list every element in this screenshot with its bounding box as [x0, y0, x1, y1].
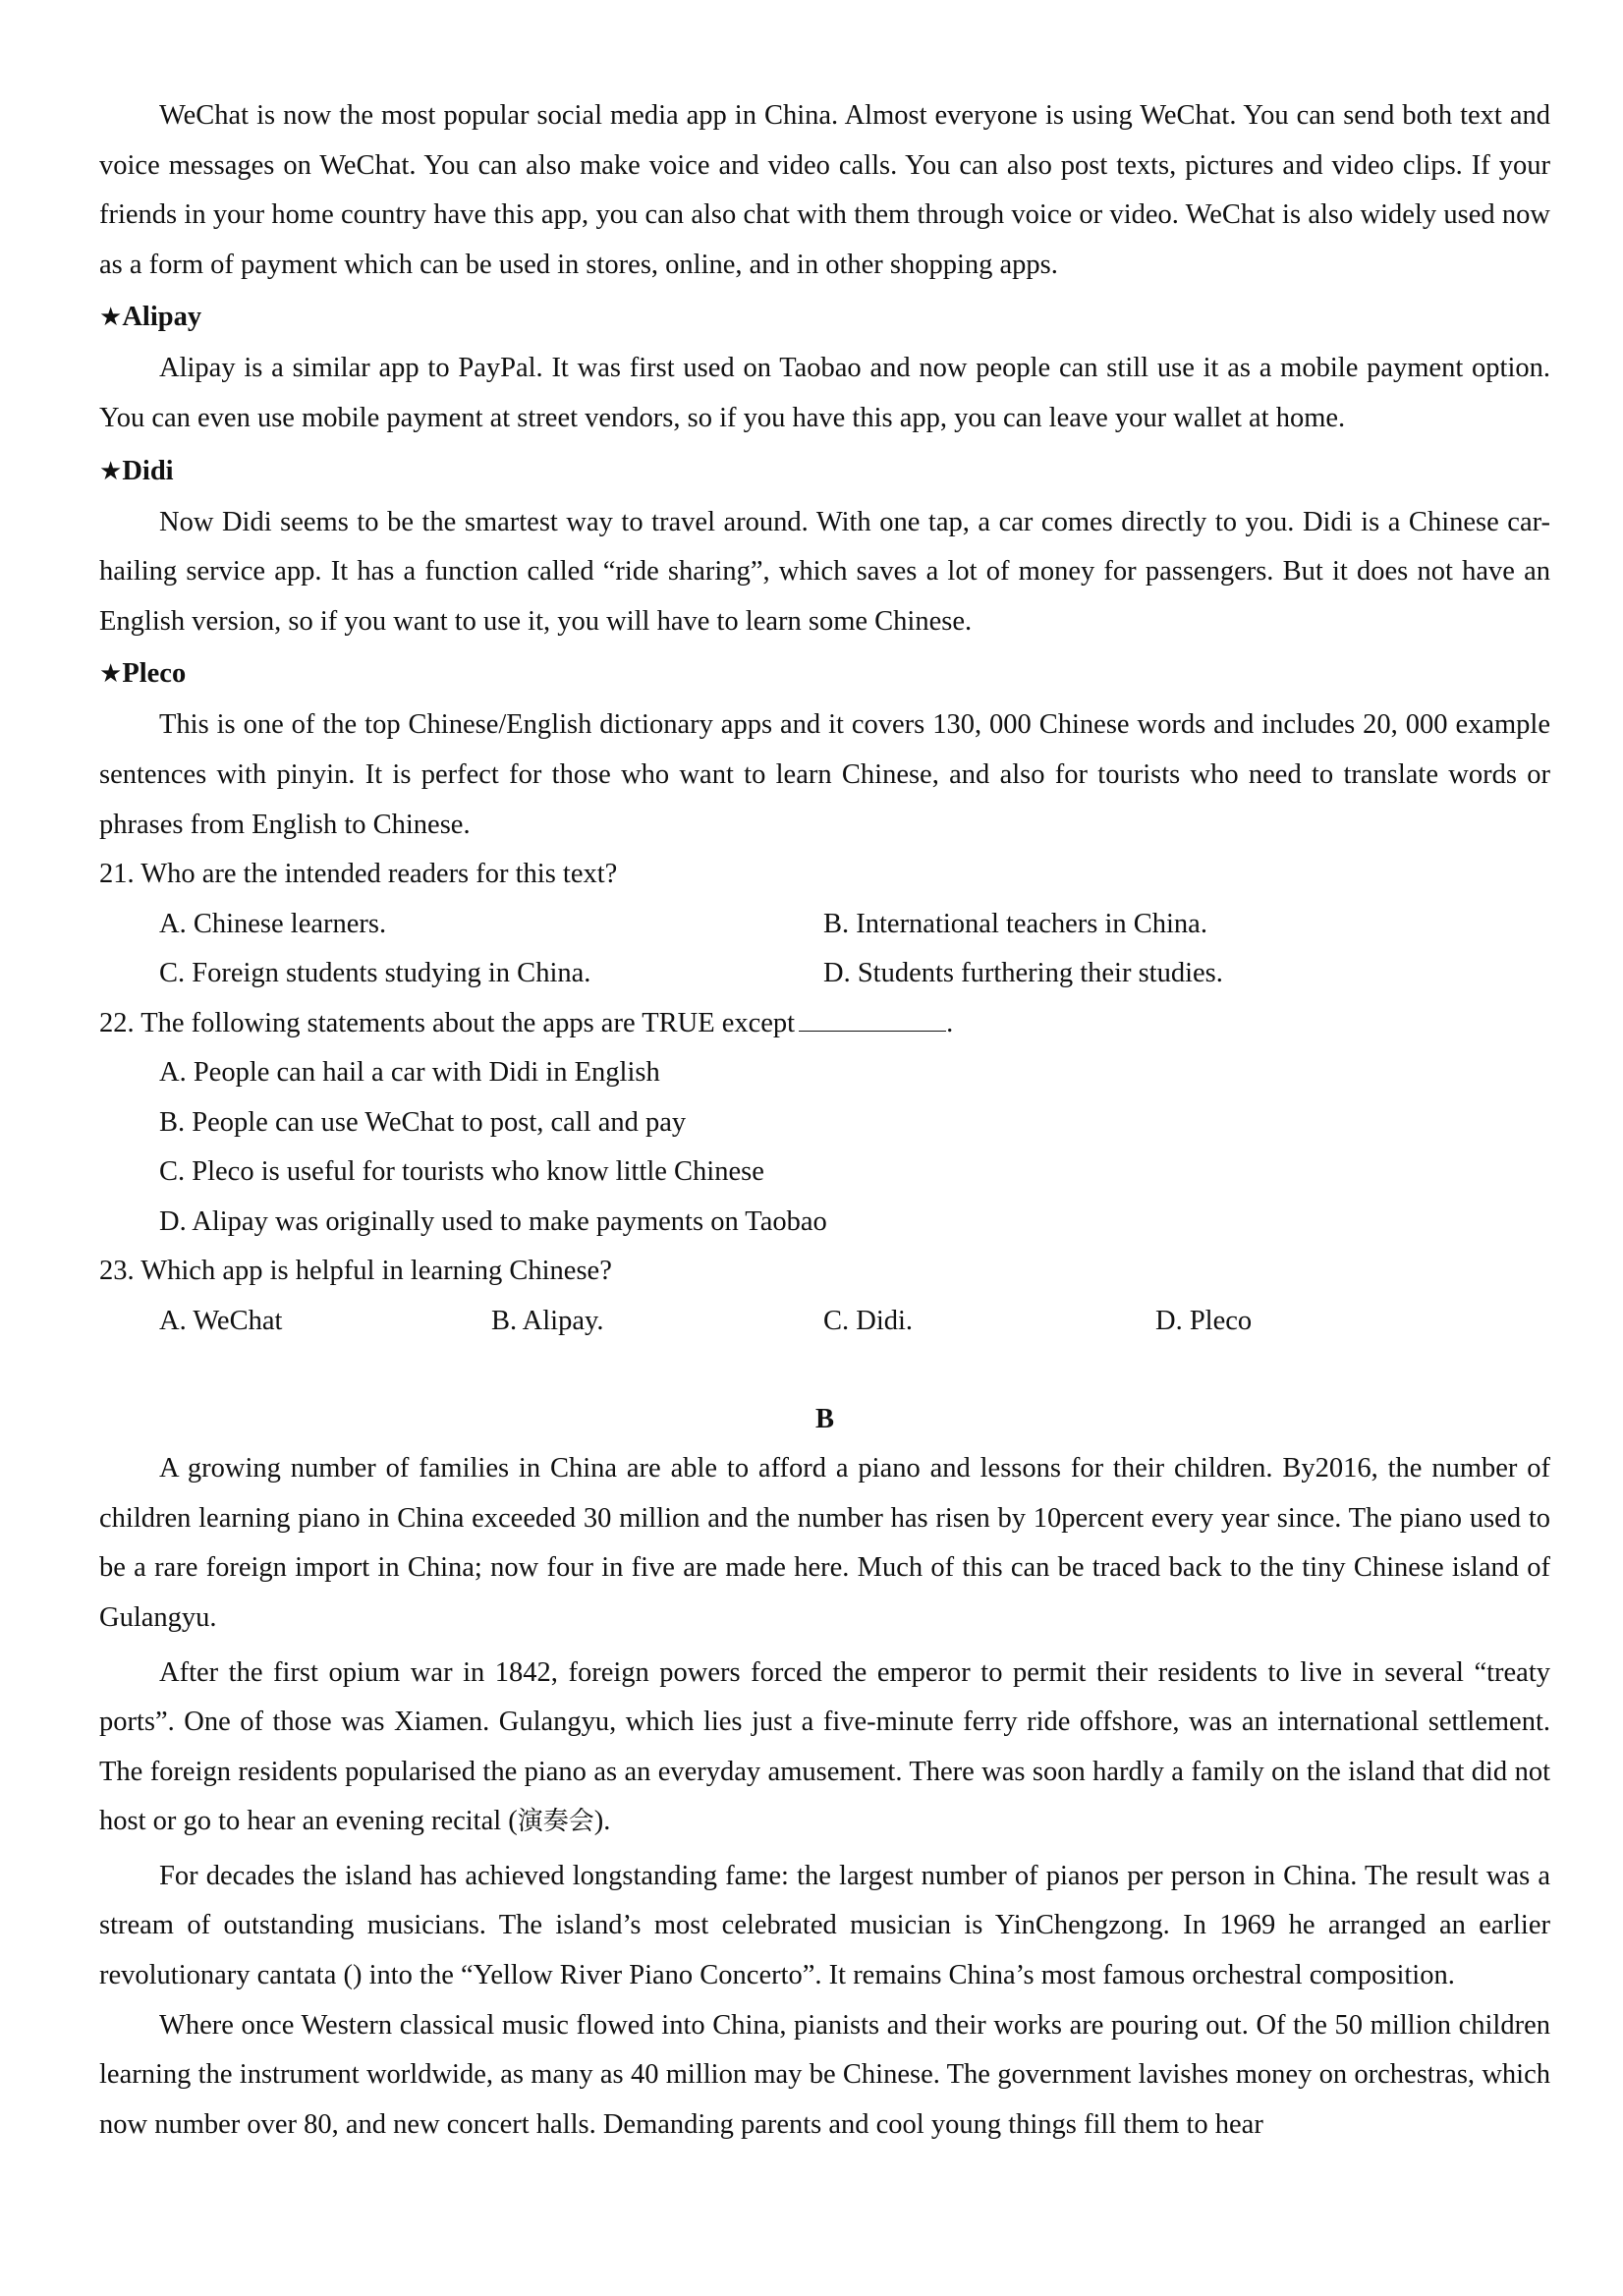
- didi-paragraph: Now Didi seems to be the smartest way to travel around. With one tap, a car comes directly to you. Didi is a Chinese car-hailing service app. It has a function called “ride sharing”, which saves a lot of money for passengers. But it does not have an English version, so if you want to use it, you will have to learn some Chinese.: [99, 506, 1550, 637]
- q21-option-c[interactable]: C. Foreign students studying in China.: [159, 958, 591, 989]
- exam-page: [99, 91, 1550, 2150]
- question-21-stem: 21. Who are the intended readers for this text?: [99, 859, 618, 890]
- p2-text-before: After the first opium war in 1842, foreign powers forced the emperor to permit their residents to live in several “treaty ports”. One of those was Xiamen. Gulangyu, which lies just a five-minute ferry ride offshore, was an international settlement. The foreign residents popularised the piano as an everyday amusement. There was soon hardly a family on the island that did not host or go to hear an evening recital (: [99, 1656, 1550, 1837]
- pleco-paragraph: This is one of the top Chinese/English dictionary apps and it covers 130, 000 Chinese words and includes 20, 000 example sentences with pinyin. It is perfect for those who want to learn Chinese, and also for tourists who need to translate words or phrases from English to Chinese.: [99, 709, 1550, 840]
- q23-option-d[interactable]: D. Pleco: [1155, 1305, 1253, 1336]
- q21-option-d[interactable]: D. Students furthering their studies.: [823, 958, 1223, 989]
- q23-option-c[interactable]: C. Didi.: [823, 1305, 914, 1336]
- didi-heading-label: Didi: [122, 455, 174, 486]
- section-b-paragraph-2: [99, 1649, 1550, 1847]
- q23-option-b[interactable]: B. Alipay.: [491, 1305, 604, 1336]
- section-b-paragraph-3: For decades the island has achieved longstanding fame: the largest number of pianos per person in China. The result was a stream of outstanding musicians. The island’s most celebrated musician is YinChengzong. In 1969 he arranged an earlier revolutionary cantata () into the “Yellow River Piano Concerto”. It remains China’s most famous orchestral composition.: [99, 1860, 1550, 1991]
- section-spacer: [99, 1346, 1550, 1395]
- q22-stem-text: 22. The following statements about the apps are TRUE except: [99, 1007, 796, 1038]
- alipay-paragraph: Alipay is a similar app to PayPal. It was first used on Taobao and now people can still use it as a mobile payment option. You can even use mobile payment at street vendors, so if you have this app, you can leave your wallet at home.: [99, 353, 1550, 433]
- q22-option-b[interactable]: B. People can use WeChat to post, call and pay: [159, 1106, 687, 1138]
- q22-option-d[interactable]: D. Alipay was originally used to make payments on Taobao: [159, 1205, 827, 1237]
- star-icon: ★: [99, 303, 123, 333]
- q22-option-c[interactable]: C. Pleco is useful for tourists who know little Chinese: [159, 1156, 764, 1188]
- alipay-heading-label: Alipay: [122, 302, 202, 333]
- question-23-stem: 23. Which app is helpful in learning Chinese?: [99, 1256, 612, 1287]
- section-b-paragraph-4: Where once Western classical music flowed into China, pianists and their works are pouring out. Of the 50 million children learning the instrument worldwide, as many as 40 million may be Chinese. The government lavishes money on orchestras, which now number over 80, and new concert halls. Demanding parents and cool young things fill them to hear: [99, 2009, 1550, 2140]
- question-23-options: [99, 1297, 1550, 1347]
- didi-heading: [99, 444, 1550, 498]
- star-icon: ★: [99, 659, 123, 690]
- p2-cjk-gloss: 演奏会: [517, 1807, 594, 1837]
- pleco-heading-label: Pleco: [122, 658, 187, 690]
- question-21-options-row-2: [99, 949, 1550, 999]
- q21-option-b[interactable]: B. International teachers in China.: [823, 908, 1207, 939]
- question-22-stem: [99, 999, 1550, 1049]
- pleco-heading: [99, 646, 1550, 700]
- q21-option-a[interactable]: A. Chinese learners.: [159, 908, 387, 939]
- q22-option-a[interactable]: A. People can hail a car with Didi in English: [159, 1057, 660, 1089]
- p2-text-after: ).: [593, 1806, 611, 1837]
- q23-option-a[interactable]: A. WeChat: [159, 1305, 283, 1336]
- section-b-title: B: [814, 1404, 834, 1435]
- star-icon: ★: [99, 456, 123, 486]
- q22-stem-end: .: [946, 1007, 954, 1038]
- wechat-paragraph: WeChat is now the most popular social media app in China. Almost everyone is using WeChat. You can send both text and voice messages on WeChat. You can also make voice and video calls. You can also post texts, pictures and video clips. If your friends in your home country have this app, you can also chat with them through voice or video. WeChat is also widely used now as a form of payment which can be used in stores, online, and in other shopping apps.: [99, 100, 1550, 280]
- question-21-options-row-1: [99, 900, 1550, 950]
- answer-blank[interactable]: [799, 1009, 946, 1032]
- alipay-heading: [99, 290, 1550, 344]
- section-b-paragraph-1: A growing number of families in China are able to afford a piano and lessons for their children. By2016, the number of children learning piano in China exceeded 30 million and the number has risen by 10percent every year since. The piano used to be a rare foreign import in China; now four in five are made here. Much of this can be traced back to the tiny Chinese island of Gulangyu.: [99, 1453, 1550, 1633]
